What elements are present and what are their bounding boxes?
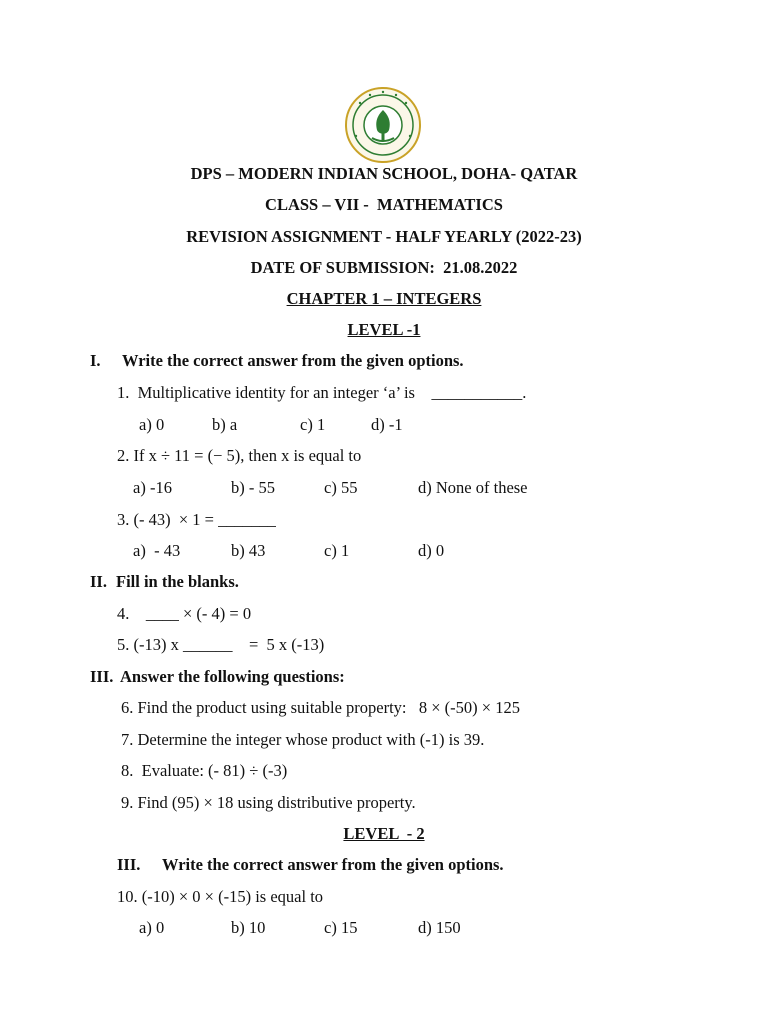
q2-option-c: c) 55 [324,478,358,497]
q10-option-d: d) 150 [418,918,461,937]
q2-option-a: a) -16 [133,478,172,497]
submission-date [0,258,768,278]
q2-option-b: b) - 55 [231,478,275,497]
assignment-title: REVISION ASSIGNMENT - HALF YEARLY (2022-23) [186,227,582,246]
q1-option-c: c) 1 [300,415,326,434]
section-3-heading: Answer the following questions: [120,667,345,686]
q1-option-d: d) -1 [371,415,403,434]
question-10: 10. (-10) × 0 × (-15) is equal to [117,887,324,906]
chapter-title: CHAPTER 1 – INTEGERS [286,289,482,308]
question-7: 7. Determine the integer whose product with (-1) is 39. [121,730,485,749]
submission-date-value: 21.08.2022 [443,258,518,277]
q10-option-a: a) 0 [139,918,165,937]
school-logo [344,86,422,164]
q10-option-b: b) 10 [231,918,266,937]
question-9: 9. Find (95) × 18 using distributive property. [121,793,416,812]
section-2-heading: Fill in the blanks. [116,572,239,591]
section-2-numeral: II. [90,572,107,591]
q3-option-b: b) 43 [231,541,266,560]
level-2-section-heading: Write the correct answer from the given options. [162,855,504,874]
section-3-numeral: III. [90,667,114,686]
class-subject: CLASS – VII - MATHEMATICS [265,195,503,214]
section-1-heading: Write the correct answer from the given options. [122,351,464,370]
question-2: 2. If x ÷ 11 = (− 5), then x is equal to [117,446,362,465]
question-8: 8. Evaluate: (- 81) ÷ (-3) [121,761,288,780]
question-1: 1. Multiplicative identity for an integer ‘a’ is ___________. [117,383,527,402]
q10-option-c: c) 15 [324,918,358,937]
question-5: 5. (-13) x ______ = 5 x (-13) [117,635,325,654]
q2-option-d: d) None of these [418,478,528,497]
q3-option-c: c) 1 [324,541,350,560]
question-6: 6. Find the product using suitable property: 8 × (-50) × 125 [121,698,520,717]
level-2-section-numeral: III. [117,855,141,874]
q3-option-d: d) 0 [418,541,445,560]
school-name: DPS – MODERN INDIAN SCHOOL, DOHA- QATAR [190,164,578,183]
section-1-numeral: I. [90,351,101,370]
level-1-title: LEVEL -1 [347,320,421,339]
q1-option-b: b) a [212,415,238,434]
q3-option-a: a) - 43 [133,541,181,560]
q1-option-a: a) 0 [139,415,165,434]
level-2-title: LEVEL - 2 [343,824,425,843]
question-3: 3. (- 43) × 1 = _______ [117,510,276,529]
submission-label: DATE OF SUBMISSION: [250,258,435,277]
question-4: 4. ____ × (- 4) = 0 [117,604,252,623]
